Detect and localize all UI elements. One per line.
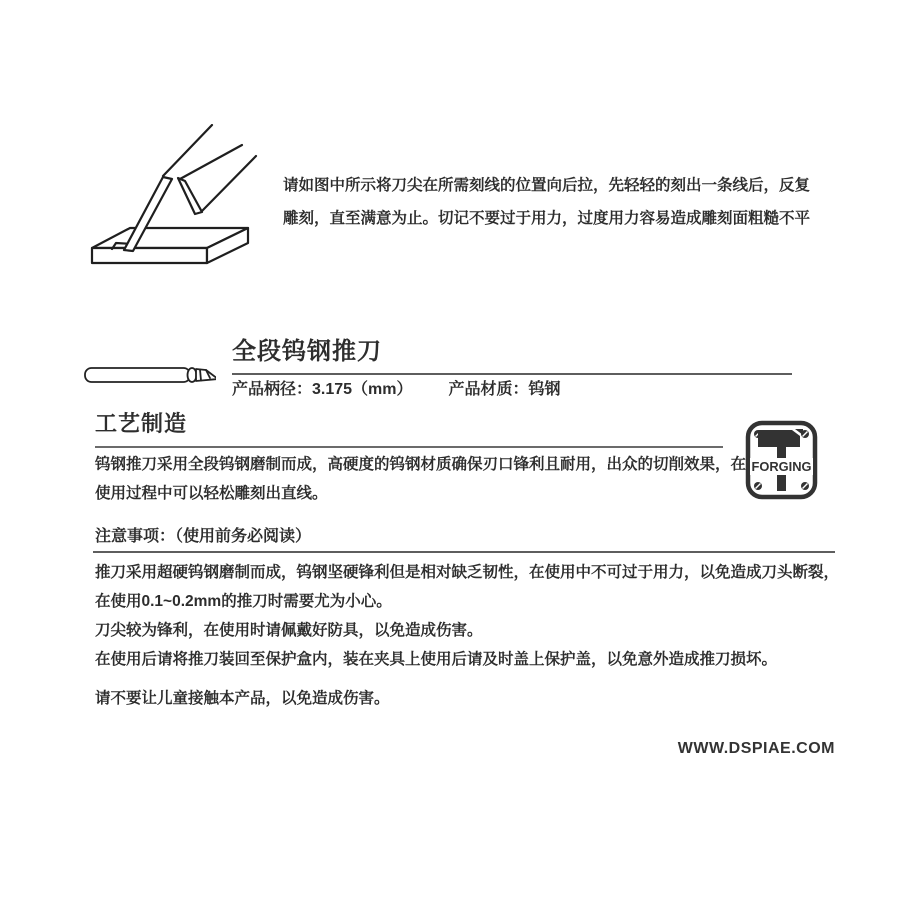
usage-instructions — [283, 169, 843, 235]
block-front-face — [92, 248, 207, 263]
website-url: WWW.DSPIAE.COM — [677, 740, 835, 757]
forging-badge-label: FORGING — [751, 459, 812, 474]
craft-description-line: 使用过程中可以轻松雕刻出直线。 — [95, 485, 328, 502]
forging-badge — [745, 420, 818, 500]
notice-item: 刀尖较为锋利，在使用时请佩戴好防具，以免造成伤害。 — [95, 622, 483, 639]
usage-instructions-line: 雕刻，直至满意为止。切记不要过于用力，过度用力容易造成雕刻面粗糙不平 — [283, 210, 811, 227]
push-broach-illustration-icon — [82, 363, 216, 391]
product-title-divider — [232, 373, 792, 375]
craft-description — [95, 450, 745, 508]
notice-item: 在使用0.1~0.2mm的推刀时需要尤为小心。 — [95, 593, 392, 610]
spec-material: 产品材质：钨钢 — [448, 381, 561, 398]
section-title-craft: 工艺制造 — [95, 411, 188, 436]
screw-icon — [801, 482, 809, 490]
notice-divider — [93, 551, 835, 553]
broach-body — [85, 368, 190, 382]
handle-line-1 — [163, 125, 212, 176]
spec-shank-diameter: 产品柄径：3.175（mm） — [232, 381, 413, 398]
blade-edge — [178, 178, 202, 214]
notice-item: 在使用后请将推刀装回至保护盒内，装在夹具上使用后请及时盖上保护盖，以免意外造成推刀损坏。 — [95, 651, 778, 668]
tool-usage-illustration-icon — [90, 124, 262, 274]
broach-tip-line — [200, 370, 201, 381]
craft-description-line: 钨钢推刀采用全段钨钢磨制而成，高硬度的钨钢材质确保刃口锋利且耐用，出众的切削效果，在 — [95, 456, 747, 473]
handle-line-3 — [202, 156, 256, 211]
product-specs — [232, 380, 561, 400]
notice-item: 推刀采用超硬钨钢磨制而成，钨钢坚硬锋利但是相对缺乏韧性，在使用中不可过于用力，以免造成刀头断裂， — [95, 564, 840, 581]
section-title-notice: 注意事项：（使用前务必阅读） — [95, 528, 312, 545]
craft-divider — [95, 446, 723, 448]
screw-icon — [754, 482, 762, 490]
product-title: 全段钨钢推刀 — [232, 338, 382, 365]
notice-list — [95, 558, 845, 713]
notice-item: 请不要让儿童接触本产品，以免造成伤害。 — [95, 690, 390, 707]
usage-instructions-line: 请如图中所示将刀尖在所需刻线的位置向后拉，先轻轻的刻出一条线后，反复 — [283, 177, 811, 194]
